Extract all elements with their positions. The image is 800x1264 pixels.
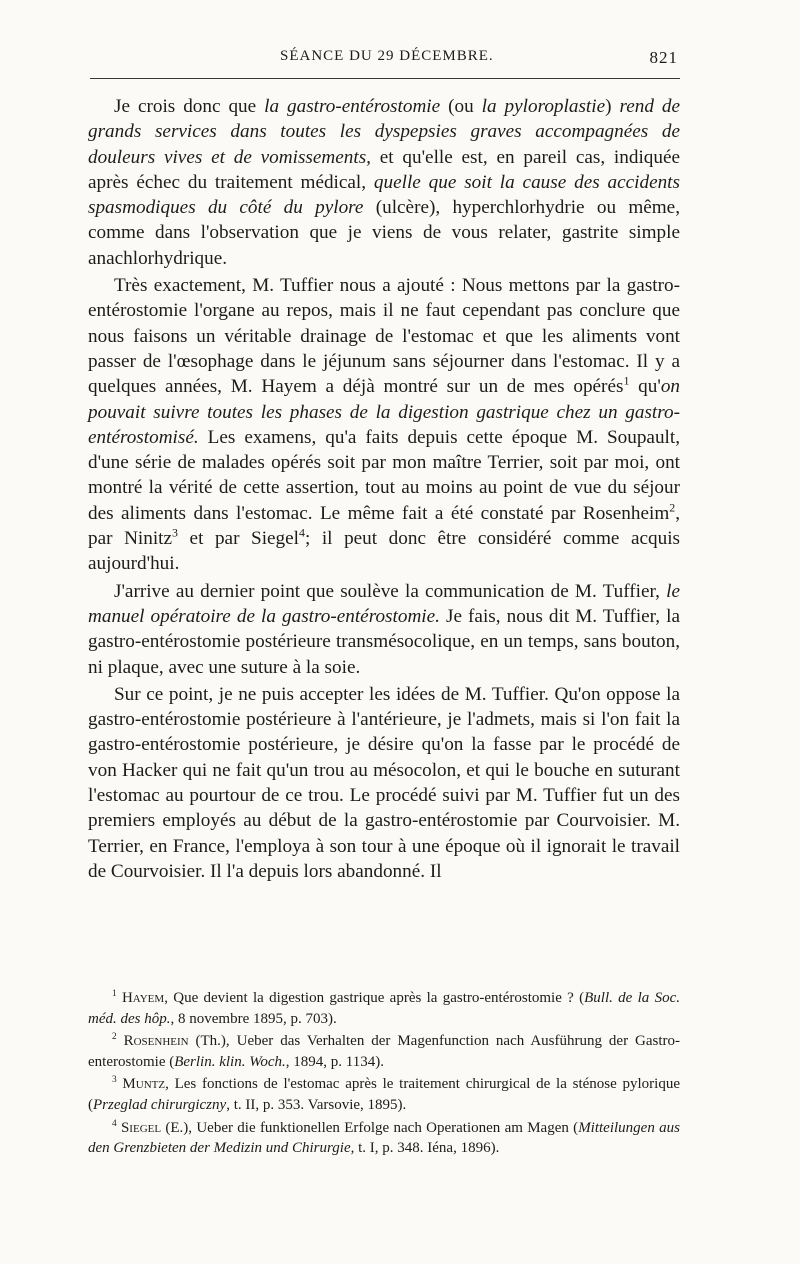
- paragraph: J'arrive au dernier point que soulève la communication de M. Tuffier, le manuel opératoire de la gastro-entérostomie. Je fais, nous dit M. Tuffier, la gastro-entérostomie postérieure transmésocolique, en un temps, sans bouton, ni plaque, avec une suture à la soie.: [88, 580, 681, 678]
- page-header: [90, 48, 678, 72]
- paragraph: Sur ce point, je ne puis accepter les idées de M. Tuffier. Qu'on oppose la gastro-entérostomie postérieure à l'antérieure, je l'admets, mais si l'on fait la gastro-entérostomie postérieure, je désire qu'on la fasse par le procédé de von Hacker qui ne fait qu'un trou au mésocolon, et qui le bouche en suturant l'estomac au pourtour de ce trou. Le procédé suivi par M. Tuffier fut un des premiers employés au début de la gastro-entérostomie par Courvoisier. M. Terrier, en France, l'employa à son tour à une époque où il ignorait le travail de Courvoisier. Il l'a depuis lors abandonné. Il: [88, 683, 680, 882]
- footnote: $^2$ Rosenhein (Th.), Ueber das Verhalten der Magenfunction nach Ausführung der Gastro-enterostomie (Berlin. klin. Woch., 1894, p. 1134).: [88, 1032, 680, 1070]
- footnote-mark: 3: [112, 1075, 117, 1086]
- footnote: $^4$ Siegel (E.), Ueber die funktionellen Erfolge nach Operationen am Magen (Mitteilungen aus den Grenzbieten der Medizin und Chirurgie, t. I, p. 348. Iéna, 1896).: [88, 1118, 680, 1157]
- footnote-mark: 1: [112, 989, 117, 999]
- footnote-ref: 1: [623, 373, 630, 388]
- footnote-author: Muntz: [122, 1076, 166, 1093]
- footnote-ref: 4: [299, 525, 305, 540]
- footnote-ref: 2: [669, 500, 676, 515]
- footnote-mark: 2: [112, 1032, 117, 1043]
- main-text: [88, 94, 680, 884]
- footnote: $^3$ Muntz, Les fonctions de l'estomac après le traitement chirurgical de la sténose pylorique (Przeglad chirurgiczny, t. II, p. 353. Varsovie, 1895).: [88, 1075, 680, 1113]
- footnotes: [88, 988, 680, 1159]
- footnote-author: Rosenhein: [123, 1033, 189, 1050]
- footnote-mark: 4: [112, 1118, 117, 1129]
- paragraph: Très exactement, M. Tuffier nous a ajouté : Nous mettons par la gastro-entérostomie l'organe au repos, mais il ne faut cependant pas conclure que nous faisons un véritable drainage de l'estomac et que les aliments vont passer de l'œsophage dans le jéjunum sans séjourner dans l'estomac. Il y a quelques années, M. Hayem a déjà montré sur un de mes opérés$^1$ qu'on pouvait suivre toutes les phases de la digestion gastrique chez un gastro-entérostomisé. Les examens, qu'a faits depuis cette époque M. Soupault, d'une série de malades opérés soit par mon maître Terrier, soit par moi, ont montré la vérité de cette assertion, tout au moins au point de vue du séjour des aliments dans l'estomac. Le même fait a été constaté par Rosenheim$^2$, par Ninitz$^3$ et par Siegel$^4$; il peut donc être considéré comme acquis aujourd'hui.: [88, 275, 681, 575]
- running-head: SÉANCE DU 29 DÉCEMBRE.: [280, 48, 494, 64]
- paragraph: Je crois donc que la gastro-entérostomie (ou la pyloroplastie) rend de grands services dans toutes les dyspepsies graves accompagnées de douleurs vives et de vomissements, et qu'elle est, en pareil cas, indiquée après échec du traitement médical, quelle que soit la cause des accidents spasmodiques du côté du pylore (ulcère), hyperchlorhydrie ou même, comme dans l'observation que je viens de vous relater, gastrite simple anachlorhydrique.: [88, 96, 680, 269]
- footnote-author: Hayem: [121, 990, 165, 1006]
- page-number: 821: [649, 48, 678, 67]
- footnote-author: Siegel: [120, 1119, 162, 1136]
- footnote: $^1$ Hayem, Que devient la digestion gastrique après la gastro-entérostomie ? (Bull. de la Soc. méd. des hôp., 8 novembre 1895, p. 703).: [88, 989, 681, 1027]
- header-rule: [90, 78, 680, 79]
- footnote-ref: 3: [172, 525, 178, 540]
